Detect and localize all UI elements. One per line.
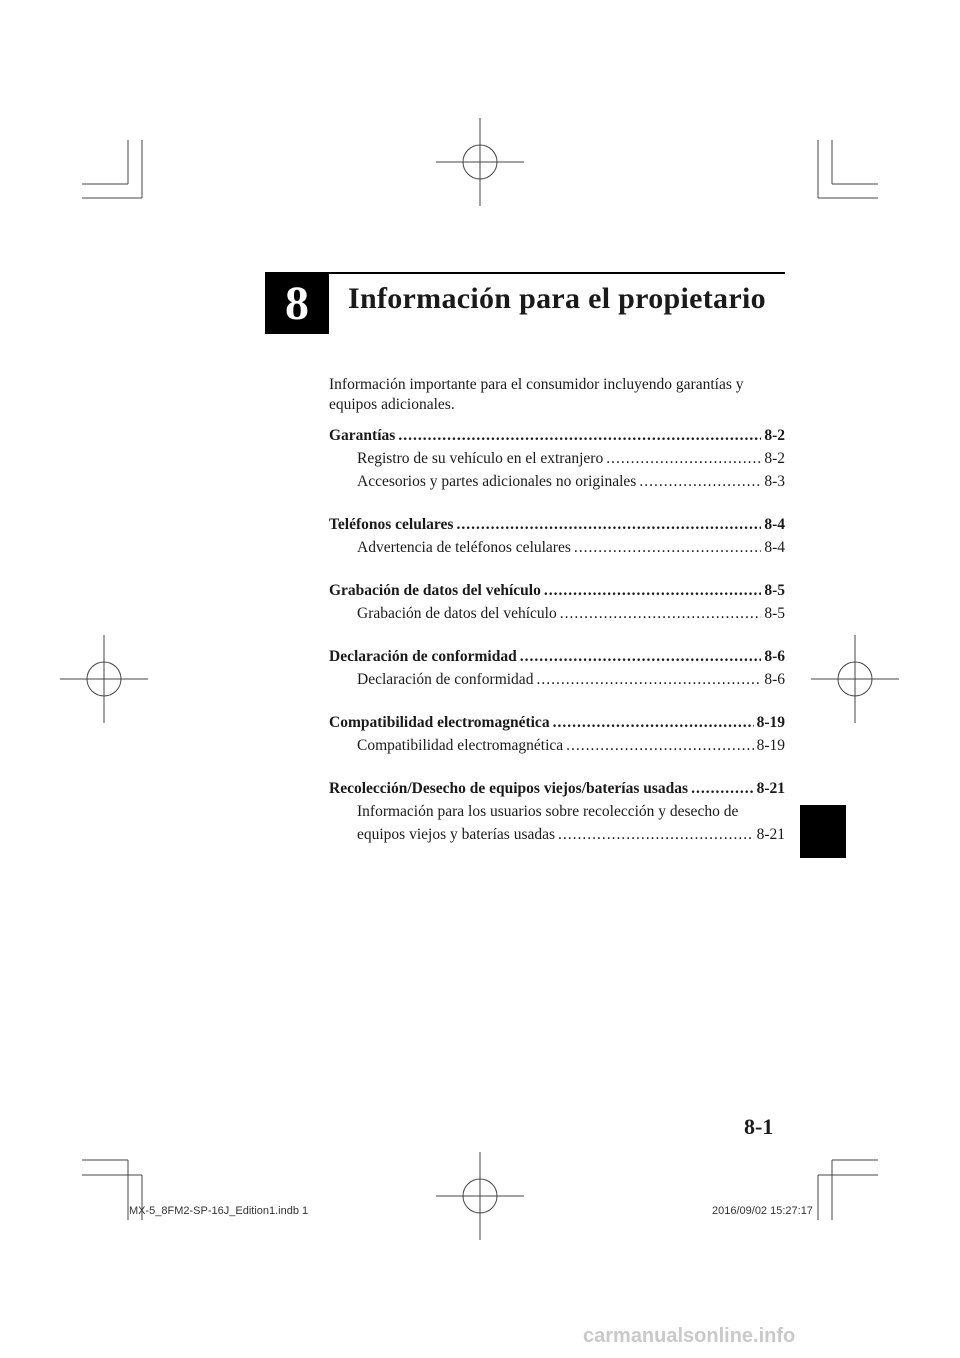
dot-leader xyxy=(520,648,762,666)
dot-leader xyxy=(553,714,754,732)
footer-file-name: MX-5_8FM2-SP-16J_Edition1.indb 1 xyxy=(129,1205,309,1217)
toc-subentry-page: 8-19 xyxy=(756,737,785,754)
toc-subentry[interactable] xyxy=(329,671,785,694)
toc-subentry[interactable] xyxy=(329,450,785,473)
toc-subentry-label: Accesorios y partes adicionales no originales xyxy=(357,473,637,490)
toc-entry-page: 8-19 xyxy=(756,714,785,731)
dot-leader xyxy=(639,473,761,491)
toc-subentry[interactable] xyxy=(329,473,785,496)
toc-subentry-page: 8-2 xyxy=(764,450,785,467)
toc-subentry-page: 8-6 xyxy=(764,671,785,688)
chapter-thumb-tab xyxy=(800,805,846,858)
toc-entry[interactable] xyxy=(329,780,785,803)
toc-section xyxy=(329,648,785,694)
toc-entry-title: Compatibilidad electromagnética xyxy=(329,714,550,731)
table-of-contents xyxy=(329,427,785,869)
toc-entry[interactable] xyxy=(329,714,785,737)
chapter-number: 8 xyxy=(285,276,309,330)
toc-subentry[interactable] xyxy=(329,826,785,849)
chapter-title: Información para el propietario xyxy=(348,282,766,315)
toc-subentry-label: Compatibilidad electromagnética xyxy=(357,737,564,754)
chapter-number-badge xyxy=(265,272,329,334)
dot-leader xyxy=(456,516,761,534)
toc-subentry-page: 8-3 xyxy=(764,473,785,490)
toc-entry[interactable] xyxy=(329,582,785,605)
toc-entry-title: Teléfonos celulares xyxy=(329,516,454,533)
toc-subentry[interactable] xyxy=(329,737,785,760)
toc-entry-title: Garantías xyxy=(329,427,396,444)
page-number: 8-1 xyxy=(744,1114,774,1139)
toc-entry-title: Grabación de datos del vehículo xyxy=(329,582,541,599)
dot-leader xyxy=(566,737,753,755)
toc-section xyxy=(329,516,785,562)
toc-section xyxy=(329,780,785,849)
toc-subentry-label: Declaración de conformidad xyxy=(357,671,534,688)
toc-subentry-label: Registro de su vehículo en el extranjero xyxy=(357,450,604,467)
toc-entry-page: 8-4 xyxy=(764,516,785,533)
toc-section xyxy=(329,714,785,760)
toc-subentry-label-line1: Información para los usuarios sobre recolección y desecho de xyxy=(357,803,739,820)
dot-leader xyxy=(398,427,761,445)
dot-leader xyxy=(560,605,762,623)
dot-leader xyxy=(606,450,761,468)
watermark: carmanualsonline.info xyxy=(583,1325,796,1347)
toc-subentry-page: 8-21 xyxy=(756,826,785,843)
footer-timestamp: 2016/09/02 15:27:17 xyxy=(712,1205,813,1217)
toc-entry-title: Declaración de conformidad xyxy=(329,648,517,665)
toc-entry-page: 8-2 xyxy=(764,427,785,444)
toc-subentry-label: Grabación de datos del vehículo xyxy=(357,605,557,622)
title-rule xyxy=(329,272,785,274)
toc-entry-page: 8-21 xyxy=(756,780,785,797)
toc-subentry-line1[interactable] xyxy=(329,803,785,826)
dot-leader xyxy=(691,780,754,798)
toc-subentry-page: 8-5 xyxy=(764,605,785,622)
toc-entry-page: 8-6 xyxy=(764,648,785,665)
toc-entry-title: Recolección/Desecho de equipos viejos/baterías usadas xyxy=(329,780,689,797)
dot-leader xyxy=(558,826,754,844)
dot-leader xyxy=(574,539,761,557)
toc-entry[interactable] xyxy=(329,516,785,539)
dot-leader xyxy=(536,671,761,689)
toc-subentry-label: equipos viejos y baterías usadas xyxy=(357,826,556,843)
dot-leader xyxy=(544,582,761,600)
toc-entry[interactable] xyxy=(329,427,785,450)
toc-subentry[interactable] xyxy=(329,605,785,628)
toc-entry[interactable] xyxy=(329,648,785,671)
chapter-intro: Información importante para el consumidor incluyendo garantías y equipos adicionales. xyxy=(329,376,744,413)
toc-section xyxy=(329,582,785,628)
toc-subentry[interactable] xyxy=(329,539,785,562)
toc-subentry-label: Advertencia de teléfonos celulares xyxy=(357,539,571,556)
toc-entry-page: 8-5 xyxy=(764,582,785,599)
toc-section xyxy=(329,427,785,496)
toc-subentry-page: 8-4 xyxy=(764,539,785,556)
